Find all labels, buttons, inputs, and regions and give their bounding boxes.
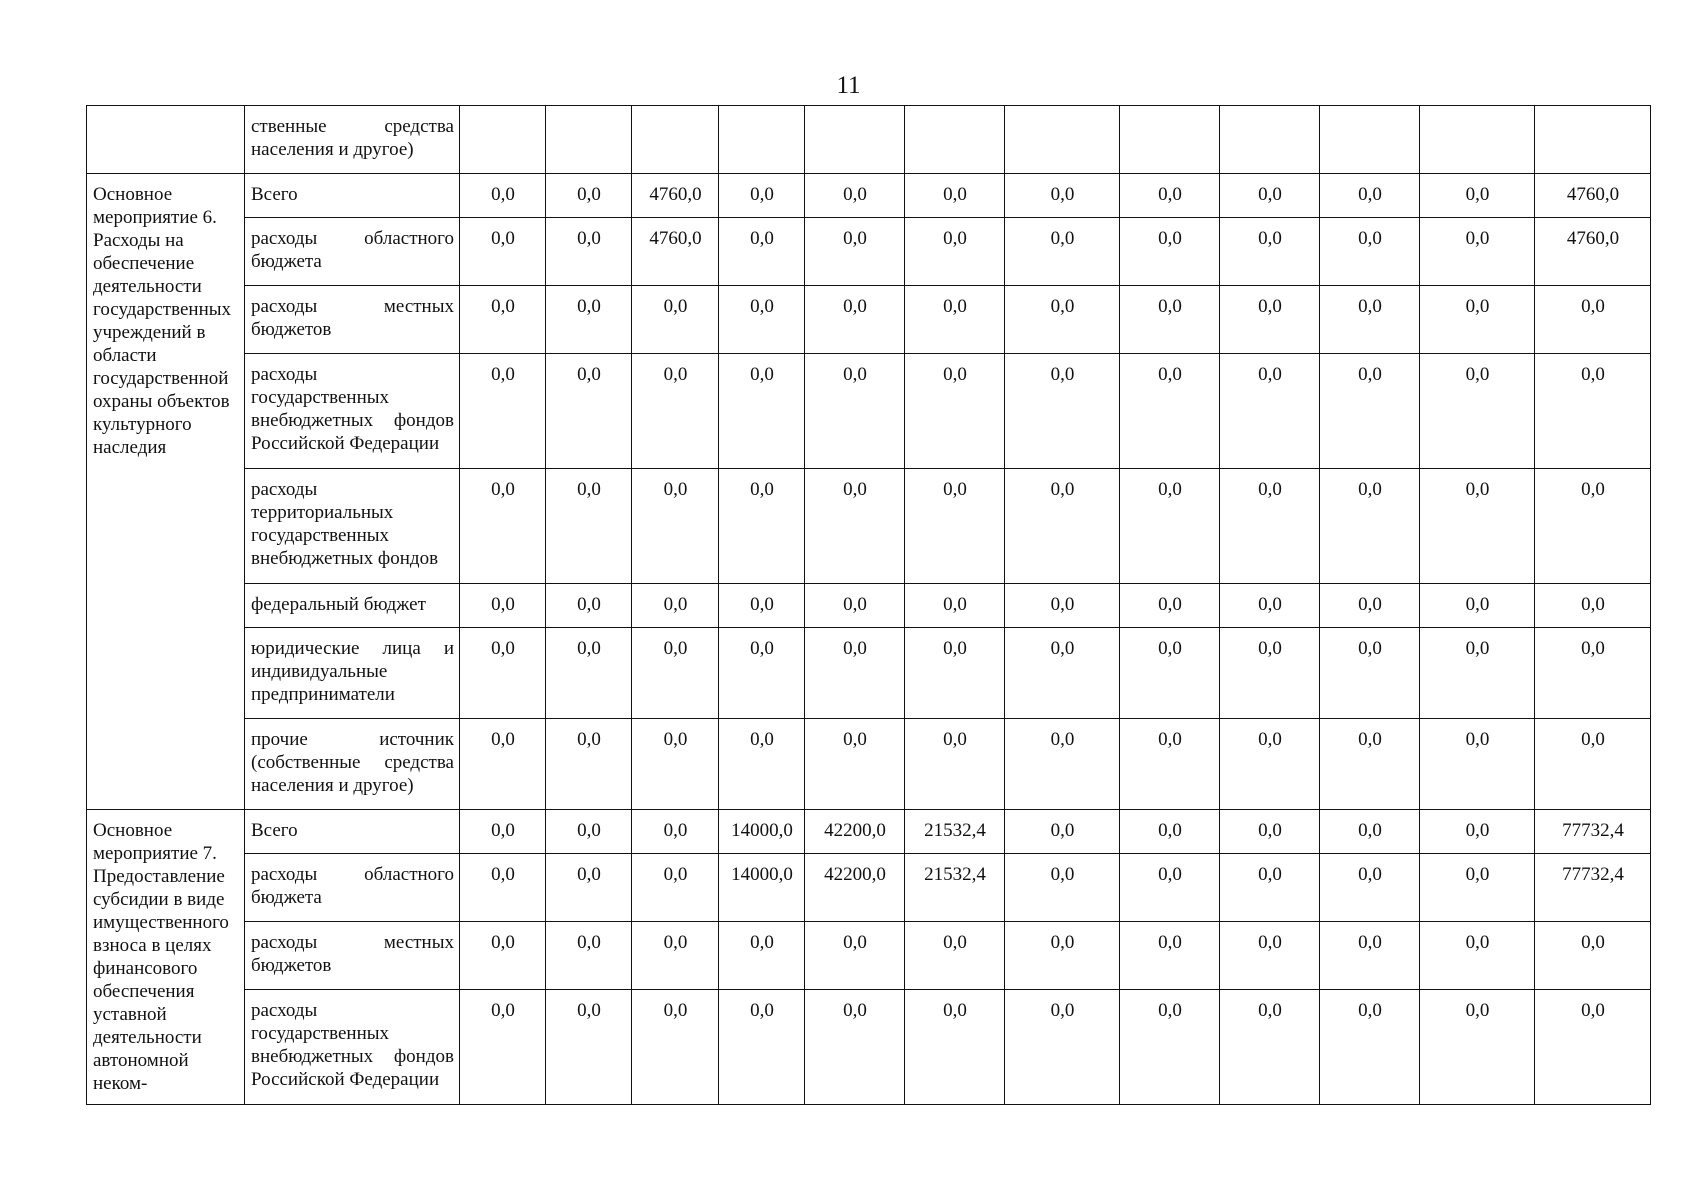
value-cell: 0,0 [1005, 218, 1120, 286]
value-cell: 0,0 [719, 922, 805, 990]
value-cell: 0,0 [460, 584, 546, 628]
value-cell: 0,0 [905, 174, 1005, 218]
value-cell: 42200,0 [805, 854, 905, 922]
value-cell: 0,0 [1220, 286, 1320, 354]
value-cell: 0,0 [805, 990, 905, 1105]
value-cell: 0,0 [460, 854, 546, 922]
value-cell: 0,0 [719, 218, 805, 286]
value-cell: 0,0 [632, 354, 719, 469]
value-cell: 0,0 [632, 719, 719, 810]
value-cell: 0,0 [719, 286, 805, 354]
value-cell: 0,0 [1420, 854, 1535, 922]
value-cell: 0,0 [1535, 990, 1651, 1105]
value-cell: 0,0 [905, 469, 1005, 584]
value-cell: 0,0 [1420, 218, 1535, 286]
value-cell: 0,0 [1420, 584, 1535, 628]
value-cell: 0,0 [1120, 584, 1220, 628]
value-cell: 0,0 [1320, 922, 1420, 990]
activity-name-cell: Основное мероприятие 6. Расходы на обеспечение деятельности государственных учреждений в области государственной охраны объектов культурного наследия [87, 174, 245, 810]
value-cell: 0,0 [1120, 628, 1220, 719]
source-cell: Всего [245, 174, 460, 218]
value-cell: 0,0 [719, 469, 805, 584]
value-cell: 0,0 [632, 810, 719, 854]
value-cell [460, 106, 546, 174]
value-cell: 0,0 [1320, 719, 1420, 810]
value-cell: 0,0 [632, 990, 719, 1105]
page-number: 11 [836, 72, 861, 99]
source-cell: расходы областного бюджета [245, 854, 460, 922]
value-cell [805, 106, 905, 174]
value-cell: 0,0 [546, 469, 632, 584]
value-cell: 0,0 [1320, 174, 1420, 218]
value-cell: 0,0 [1005, 584, 1120, 628]
value-cell: 0,0 [805, 174, 905, 218]
value-cell: 0,0 [805, 584, 905, 628]
value-cell: 0,0 [1005, 469, 1120, 584]
value-cell: 21532,4 [905, 810, 1005, 854]
value-cell: 0,0 [1005, 810, 1120, 854]
activity-cell-empty [87, 106, 245, 174]
value-cell: 0,0 [632, 286, 719, 354]
value-cell: 0,0 [1220, 810, 1320, 854]
value-cell: 0,0 [905, 628, 1005, 719]
table-row [87, 810, 1651, 854]
value-cell: 0,0 [1420, 469, 1535, 584]
value-cell: 0,0 [546, 922, 632, 990]
value-cell: 0,0 [1535, 469, 1651, 584]
value-cell: 0,0 [1120, 469, 1220, 584]
value-cell: 0,0 [1120, 286, 1220, 354]
value-cell: 0,0 [460, 810, 546, 854]
source-cell: расходы государственных внебюджетных фондов Российской Федерации [245, 354, 460, 469]
value-cell: 0,0 [805, 218, 905, 286]
value-cell: 4760,0 [1535, 174, 1651, 218]
value-cell: 0,0 [1320, 286, 1420, 354]
value-cell: 0,0 [1420, 286, 1535, 354]
value-cell: 4760,0 [632, 174, 719, 218]
value-cell [546, 106, 632, 174]
source-cell: расходы государственных внебюджетных фондов Российской Федерации [245, 990, 460, 1105]
value-cell: 42200,0 [805, 810, 905, 854]
value-cell: 0,0 [1220, 218, 1320, 286]
value-cell: 0,0 [632, 628, 719, 719]
value-cell: 0,0 [460, 990, 546, 1105]
value-cell [632, 106, 719, 174]
value-cell: 0,0 [1320, 990, 1420, 1105]
value-cell: 0,0 [1320, 854, 1420, 922]
value-cell: 4760,0 [632, 218, 719, 286]
value-cell: 0,0 [805, 628, 905, 719]
value-cell: 0,0 [1005, 719, 1120, 810]
source-cell: расходы местных бюджетов [245, 922, 460, 990]
value-cell: 0,0 [1420, 922, 1535, 990]
value-cell: 0,0 [719, 354, 805, 469]
value-cell: 0,0 [1220, 628, 1320, 719]
value-cell: 0,0 [1420, 354, 1535, 469]
value-cell: 0,0 [905, 286, 1005, 354]
value-cell: 0,0 [1535, 584, 1651, 628]
value-cell: 0,0 [460, 286, 546, 354]
source-cell: расходы территориальных государственных внебюджетных фондов [245, 469, 460, 584]
value-cell: 0,0 [1220, 469, 1320, 584]
value-cell: 0,0 [1005, 854, 1120, 922]
value-cell: 0,0 [1320, 354, 1420, 469]
value-cell: 0,0 [1320, 469, 1420, 584]
value-cell [1420, 106, 1535, 174]
value-cell: 0,0 [1220, 922, 1320, 990]
table-row [87, 469, 1651, 584]
value-cell: 0,0 [1005, 990, 1120, 1105]
value-cell: 0,0 [1320, 628, 1420, 719]
value-cell: 0,0 [805, 286, 905, 354]
value-cell [1220, 106, 1320, 174]
value-cell: 0,0 [546, 218, 632, 286]
value-cell: 0,0 [546, 354, 632, 469]
value-cell: 0,0 [719, 584, 805, 628]
value-cell: 0,0 [1320, 810, 1420, 854]
source-cell: Всего [245, 810, 460, 854]
value-cell: 0,0 [719, 719, 805, 810]
table-row [87, 628, 1651, 719]
value-cell: 0,0 [905, 990, 1005, 1105]
value-cell: 0,0 [1220, 854, 1320, 922]
value-cell: 0,0 [460, 469, 546, 584]
value-cell [719, 106, 805, 174]
budget-table [86, 105, 1651, 1105]
value-cell: 0,0 [1320, 584, 1420, 628]
table-row [87, 584, 1651, 628]
value-cell: 0,0 [1120, 854, 1220, 922]
source-cell: расходы областного бюджета [245, 218, 460, 286]
value-cell: 77732,4 [1535, 810, 1651, 854]
value-cell: 0,0 [1005, 922, 1120, 990]
value-cell: 0,0 [546, 854, 632, 922]
value-cell: 0,0 [905, 922, 1005, 990]
value-cell [1120, 106, 1220, 174]
table-body [87, 106, 1651, 1105]
value-cell: 0,0 [546, 286, 632, 354]
value-cell: 0,0 [1535, 286, 1651, 354]
value-cell: 0,0 [1220, 719, 1320, 810]
activity-name-cell: Основное мероприятие 7. Предоставление субсидии в виде имущественного взноса в целях финансового обеспечения уставной деятельности автономной неком- [87, 810, 245, 1105]
value-cell: 14000,0 [719, 854, 805, 922]
value-cell: 0,0 [1220, 174, 1320, 218]
value-cell: 0,0 [719, 990, 805, 1105]
source-cell: расходы местных бюджетов [245, 286, 460, 354]
value-cell: 0,0 [632, 922, 719, 990]
value-cell: 0,0 [1120, 354, 1220, 469]
table-row [87, 354, 1651, 469]
value-cell: 0,0 [546, 719, 632, 810]
value-cell [1320, 106, 1420, 174]
value-cell: 0,0 [1120, 174, 1220, 218]
value-cell: 0,0 [546, 990, 632, 1105]
value-cell: 0,0 [1535, 354, 1651, 469]
value-cell: 0,0 [1320, 218, 1420, 286]
table-row [87, 286, 1651, 354]
value-cell: 0,0 [1535, 922, 1651, 990]
source-cell: прочие источник (собственные средства населения и другое) [245, 719, 460, 810]
carry-over-row [87, 106, 1651, 174]
value-cell: 0,0 [1420, 990, 1535, 1105]
value-cell: 0,0 [460, 174, 546, 218]
table-row [87, 218, 1651, 286]
value-cell: 0,0 [546, 810, 632, 854]
value-cell: 0,0 [1420, 719, 1535, 810]
value-cell: 0,0 [460, 719, 546, 810]
value-cell: 0,0 [546, 628, 632, 719]
value-cell: 0,0 [1420, 628, 1535, 719]
table-row [87, 719, 1651, 810]
value-cell: 0,0 [1420, 174, 1535, 218]
value-cell: 77732,4 [1535, 854, 1651, 922]
table-row [87, 854, 1651, 922]
value-cell: 21532,4 [905, 854, 1005, 922]
value-cell: 0,0 [632, 854, 719, 922]
value-cell: 0,0 [1535, 628, 1651, 719]
value-cell: 0,0 [805, 469, 905, 584]
value-cell: 0,0 [460, 354, 546, 469]
value-cell: 0,0 [632, 469, 719, 584]
value-cell: 0,0 [1220, 354, 1320, 469]
table-row [87, 990, 1651, 1105]
value-cell: 0,0 [1535, 719, 1651, 810]
value-cell: 0,0 [905, 719, 1005, 810]
value-cell: 0,0 [1420, 810, 1535, 854]
value-cell: 0,0 [805, 354, 905, 469]
value-cell [1535, 106, 1651, 174]
source-cell: ственные средства населения и другое) [245, 106, 460, 174]
value-cell: 14000,0 [719, 810, 805, 854]
value-cell: 0,0 [460, 218, 546, 286]
value-cell: 0,0 [1220, 990, 1320, 1105]
source-cell: федеральный бюджет [245, 584, 460, 628]
value-cell [1005, 106, 1120, 174]
value-cell: 0,0 [1120, 218, 1220, 286]
value-cell: 0,0 [905, 354, 1005, 469]
source-cell: юридические лица и индивидуальные предприниматели [245, 628, 460, 719]
value-cell: 0,0 [460, 628, 546, 719]
value-cell: 0,0 [805, 719, 905, 810]
value-cell: 0,0 [546, 174, 632, 218]
value-cell: 0,0 [460, 922, 546, 990]
value-cell: 0,0 [1005, 286, 1120, 354]
value-cell: 4760,0 [1535, 218, 1651, 286]
value-cell: 0,0 [1120, 810, 1220, 854]
value-cell: 0,0 [1005, 354, 1120, 469]
value-cell: 0,0 [1120, 990, 1220, 1105]
value-cell: 0,0 [1005, 174, 1120, 218]
value-cell: 0,0 [1120, 922, 1220, 990]
value-cell: 0,0 [719, 174, 805, 218]
value-cell: 0,0 [546, 584, 632, 628]
value-cell: 0,0 [905, 584, 1005, 628]
value-cell: 0,0 [1005, 628, 1120, 719]
table-row [87, 922, 1651, 990]
value-cell: 0,0 [1120, 719, 1220, 810]
value-cell: 0,0 [632, 584, 719, 628]
value-cell [905, 106, 1005, 174]
value-cell: 0,0 [905, 218, 1005, 286]
table-row [87, 174, 1651, 218]
value-cell: 0,0 [1220, 584, 1320, 628]
value-cell: 0,0 [719, 628, 805, 719]
value-cell: 0,0 [805, 922, 905, 990]
